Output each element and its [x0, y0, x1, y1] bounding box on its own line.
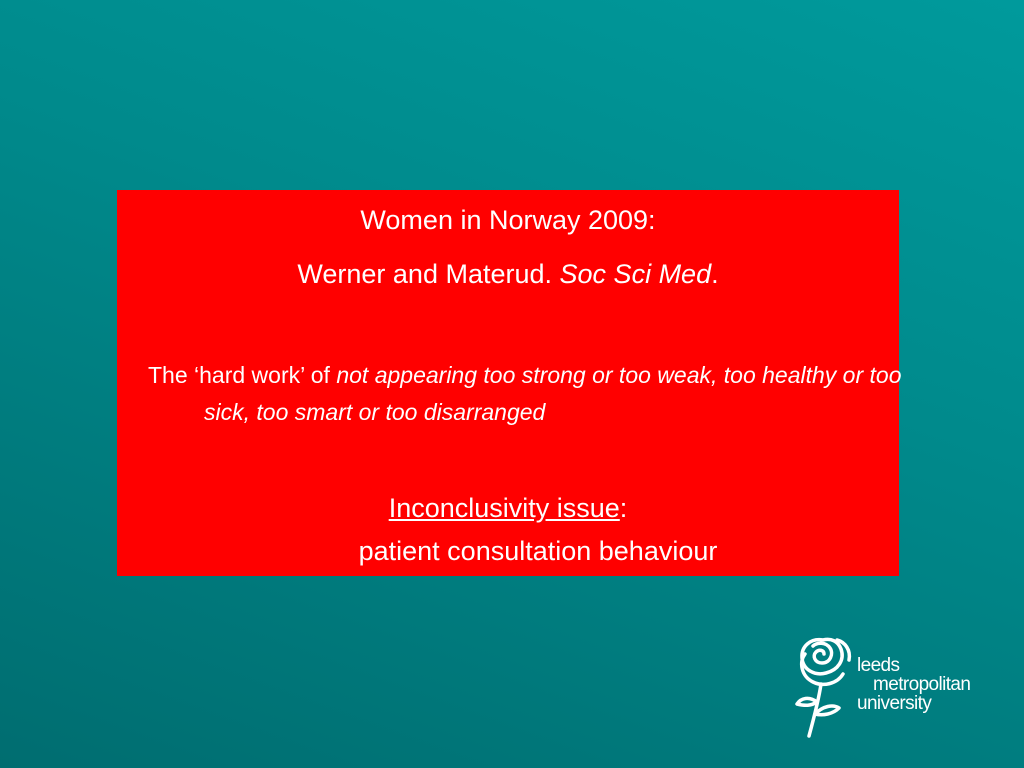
citation-authors: Werner and Materud.	[297, 259, 560, 289]
citation-end: .	[711, 259, 719, 289]
quote-italic: not appearing too strong or too weak, too healthy or too sick, too smart or too disarranged	[204, 362, 902, 425]
title-line	[117, 204, 899, 236]
citation-line	[117, 258, 899, 290]
logo-line-1: leeds	[857, 655, 900, 676]
logo-wordmark	[857, 656, 970, 713]
logo-line-3: university	[857, 693, 932, 714]
issue-detail-line	[147, 535, 929, 567]
quote-paragraph	[148, 357, 944, 431]
content-box	[117, 190, 902, 576]
issue-colon: :	[619, 493, 628, 523]
issue-label: Inconclusivity issue	[388, 493, 620, 523]
issue-detail: patient consultation behaviour	[358, 536, 718, 566]
citation-journal: Soc Sci Med	[559, 259, 712, 289]
title-text: Women in Norway 2009:	[360, 205, 656, 235]
logo-line-2: metropolitan	[873, 674, 971, 695]
university-logo	[793, 632, 973, 742]
issue-line	[117, 492, 899, 524]
rose-icon	[793, 632, 857, 742]
quote-prefix: The ‘hard work’ of	[148, 362, 337, 388]
